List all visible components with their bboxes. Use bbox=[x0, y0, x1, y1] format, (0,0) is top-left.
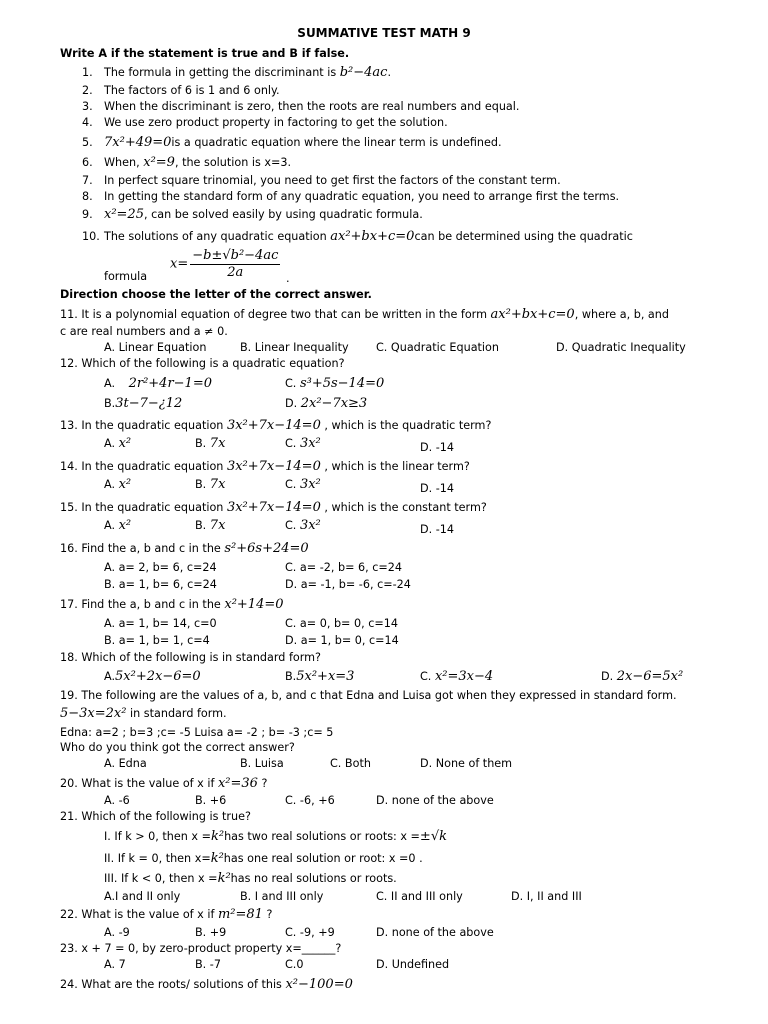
q21-option-c: C. II and III only bbox=[376, 890, 463, 903]
tf-item-1: 1. The formula in getting the discriminant is b²−4ac. bbox=[82, 65, 392, 80]
q19-option-d: D. None of them bbox=[420, 757, 513, 770]
q13-option-d: D. -14 bbox=[420, 441, 454, 454]
q16-option-a: A. a= 2, b= 6, c=24 bbox=[104, 561, 217, 574]
q17: 17. Find the a, b and c in the x²+14=0 bbox=[60, 597, 284, 612]
q19-line3: Edna: a=2 ; b=3 ;c= -5 Luisa a= -2 ; b= -3 ;c= 5 bbox=[60, 726, 334, 739]
q11: 11. It is a polynomial equation of degree two that can be written in the form ax²+bx+c=0, where a, b, and bbox=[60, 307, 669, 322]
q16: 16. Find the a, b and c in the s²+6s+24=0 bbox=[60, 541, 309, 556]
q21-option-a: A.I and II only bbox=[104, 890, 181, 903]
q18-option-d: D. 2x−6=5x² bbox=[601, 669, 684, 684]
q16-option-c: C. a= -2, b= 6, c=24 bbox=[285, 561, 402, 574]
q19: 19. The following are the values of a, b, and c that Edna and Luisa got when they expressed in standard form. bbox=[60, 689, 677, 702]
q17-option-b: B. a= 1, b= 1, c=4 bbox=[104, 634, 210, 647]
q22-option-a: A. -9 bbox=[104, 926, 130, 939]
q11-option-b: B. Linear Inequality bbox=[240, 341, 349, 354]
q15: 15. In the quadratic equation 3x²+7x−14=0 , which is the constant term? bbox=[60, 500, 487, 515]
q22-option-c: C. -9, +9 bbox=[285, 926, 335, 939]
part1-heading: Write A if the statement is true and B if false. bbox=[60, 47, 350, 60]
tf-item-7: 7. In perfect square trinomial, you need to get first the factors of the constant term. bbox=[82, 174, 561, 187]
q21-statement-ii: II. If k = 0, then x=k²has one real solution or root: x =0 . bbox=[104, 851, 423, 866]
q21-statement-iii: III. If k < 0, then x =k²has no real solutions or roots. bbox=[104, 871, 397, 886]
q12-option-d: D. 2x²−7x≥3 bbox=[285, 396, 368, 411]
q13-option-b: B. 7x bbox=[195, 436, 226, 451]
q22-option-d: D. none of the above bbox=[376, 926, 494, 939]
q18-option-c: C. x²=3x−4 bbox=[420, 669, 494, 684]
tf-item-8: 8. In getting the standard form of any quadratic equation, you need to arrange first the terms. bbox=[82, 190, 620, 203]
q20-option-a: A. -6 bbox=[104, 794, 130, 807]
q14-option-b: B. 7x bbox=[195, 477, 226, 492]
q19-option-a: A. Edna bbox=[104, 757, 147, 770]
q24: 24. What are the roots/ solutions of this x²−100=0 bbox=[60, 977, 353, 992]
q12-option-b: B.3t−7−¿12 bbox=[104, 396, 183, 411]
formula-period: . bbox=[286, 272, 290, 285]
q17-option-d: D. a= 1, b= 0, c=14 bbox=[285, 634, 399, 647]
tf-item-6: 6. When, x²=9, the solution is x=3. bbox=[82, 155, 292, 170]
quadratic-formula: x= $\frac{\text{−b±√b²−4ac}}{2a}$ bbox=[170, 248, 279, 280]
q20: 20. What is the value of x if x²=36 ? bbox=[60, 776, 268, 791]
tf-item-4: 4. We use zero product property in factoring to get the solution. bbox=[82, 116, 448, 129]
q21-option-d: D. I, II and III bbox=[511, 890, 582, 903]
q19-line4: Who do you think got the correct answer? bbox=[60, 741, 295, 754]
part2-heading: Direction choose the letter of the correct answer. bbox=[60, 288, 372, 301]
tf-item-3: 3. When the discriminant is zero, then the roots are real numbers and equal. bbox=[82, 100, 520, 113]
q16-option-d: D. a= -1, b= -6, c=-24 bbox=[285, 578, 411, 591]
q23-option-c: C.0 bbox=[285, 958, 304, 971]
q19-option-c: C. Both bbox=[330, 757, 371, 770]
q15-option-c: C. 3x² bbox=[285, 518, 321, 533]
q22-option-b: B. +9 bbox=[195, 926, 227, 939]
tf-item-9: 9. x²=25, can be solved easily by using quadratic formula. bbox=[82, 207, 423, 222]
q20-option-c: C. -6, +6 bbox=[285, 794, 335, 807]
q12-option-a: A. 2r²+4r−1=0 bbox=[104, 376, 212, 391]
q19-option-b: B. Luisa bbox=[240, 757, 284, 770]
q14-option-d: D. -14 bbox=[420, 482, 454, 495]
q12: 12. Which of the following is a quadratic equation? bbox=[60, 357, 345, 370]
q23-option-b: B. -7 bbox=[195, 958, 221, 971]
q15-option-d: D. -14 bbox=[420, 523, 454, 536]
q15-option-a: A. x² bbox=[104, 518, 132, 533]
q14-option-c: C. 3x² bbox=[285, 477, 321, 492]
q21-statement-i: I. If k > 0, then x =k²has two real solutions or roots: x =±√k bbox=[104, 829, 447, 844]
q20-option-b: B. +6 bbox=[195, 794, 227, 807]
q11-option-d: D. Quadratic Inequality bbox=[556, 341, 686, 354]
q21: 21. Which of the following is true? bbox=[60, 810, 251, 823]
q20-option-d: D. none of the above bbox=[376, 794, 494, 807]
q15-option-b: B. 7x bbox=[195, 518, 226, 533]
q23: 23. x + 7 = 0, by zero-product property x=______? bbox=[60, 942, 342, 955]
q22: 22. What is the value of x if m²=81 ? bbox=[60, 907, 273, 922]
tf-item-10: 10. The solutions of any quadratic equation ax²+bx+c=0can be determined using the quadratic bbox=[82, 229, 633, 244]
q13-option-a: A. x² bbox=[104, 436, 132, 451]
q21-option-b: B. I and III only bbox=[240, 890, 324, 903]
q12-option-c: C. s³+5s−14=0 bbox=[285, 376, 385, 391]
q17-option-c: C. a= 0, b= 0, c=14 bbox=[285, 617, 398, 630]
tf-item-10-formula-label: formula bbox=[104, 270, 148, 283]
q13: 13. In the quadratic equation 3x²+7x−14=0 , which is the quadratic term? bbox=[60, 418, 492, 433]
page-title: SUMMATIVE TEST MATH 9 bbox=[297, 26, 471, 40]
q18-option-a: A.5x²+2x−6=0 bbox=[104, 669, 201, 684]
q16-option-b: B. a= 1, b= 6, c=24 bbox=[104, 578, 217, 591]
tf-item-5: 5. 7x²+49=0is a quadratic equation where the linear term is undefined. bbox=[82, 135, 502, 150]
q13-option-c: C. 3x² bbox=[285, 436, 321, 451]
tf-item-2: 2. The factors of 6 is 1 and 6 only. bbox=[82, 84, 280, 97]
q23-option-d: D. Undefined bbox=[376, 958, 450, 971]
q11-option-c: C. Quadratic Equation bbox=[376, 341, 499, 354]
q11-line2: c are real numbers and a ≠ 0. bbox=[60, 325, 228, 338]
q14-option-a: A. x² bbox=[104, 477, 132, 492]
q11-option-a: A. Linear Equation bbox=[104, 341, 207, 354]
q18-option-b: B.5x²+x=3 bbox=[285, 669, 355, 684]
q17-option-a: A. a= 1, b= 14, c=0 bbox=[104, 617, 217, 630]
q19-line2: 5−3x=2x² in standard form. bbox=[60, 706, 227, 721]
q18: 18. Which of the following is in standard form? bbox=[60, 651, 321, 664]
q14: 14. In the quadratic equation 3x²+7x−14=0 , which is the linear term? bbox=[60, 459, 470, 474]
q23-option-a: A. 7 bbox=[104, 958, 126, 971]
